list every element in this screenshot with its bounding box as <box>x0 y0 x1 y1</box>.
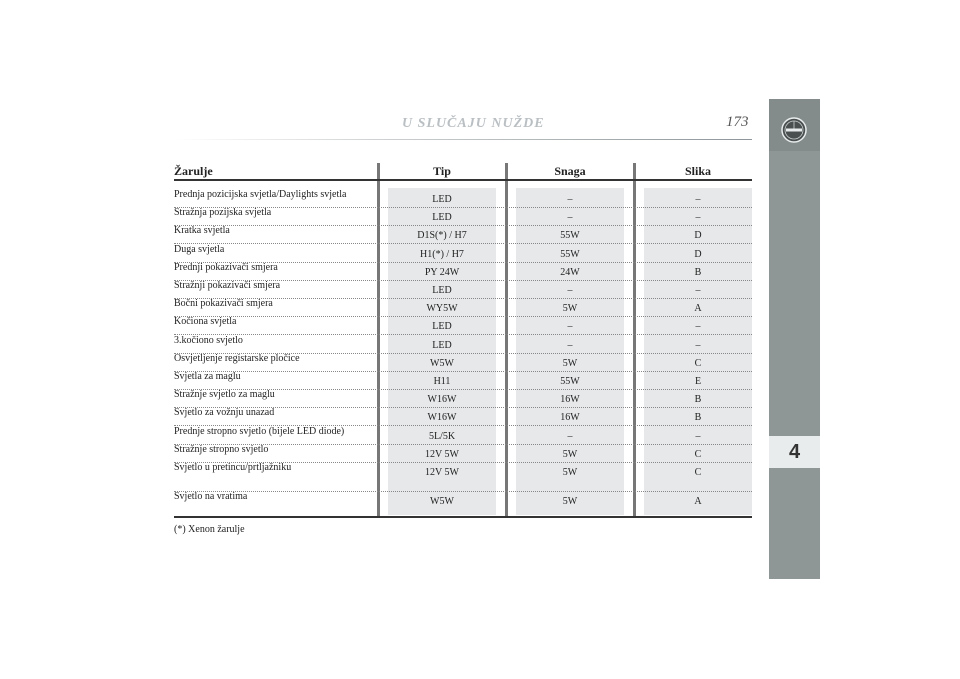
bulb-name: Kočiona svjetla <box>174 316 237 328</box>
header-rule <box>174 139 752 140</box>
bulb-power: 5W <box>562 448 578 460</box>
bulb-power: 5W <box>562 467 578 478</box>
column-separator <box>377 163 380 517</box>
bulb-type: D1S(*) / H7 <box>417 230 467 242</box>
bulb-type: W16W <box>427 394 457 406</box>
bulb-type: LED <box>432 339 452 351</box>
bulb-name: Prednji pokazivači smjera <box>174 261 278 273</box>
bulb-name: Kratka svjetla <box>174 225 230 237</box>
bulb-type: W5W <box>430 496 454 508</box>
bulb-name: Stražnje stropno svjetlo <box>174 443 269 455</box>
bulb-image-ref: – <box>695 212 701 224</box>
bulb-image-ref: – <box>695 194 701 205</box>
bulb-type: WY5W <box>426 303 458 315</box>
table-bottom-rule <box>174 516 752 518</box>
bulb-power: – <box>567 194 573 205</box>
bulb-image-ref: B <box>694 266 702 278</box>
bulb-power: 55W <box>560 230 580 242</box>
bulb-power: – <box>567 212 573 224</box>
column-header-type: Tip <box>433 164 451 178</box>
bulb-type: LED <box>432 212 452 224</box>
bulb-power: 5W <box>562 357 578 369</box>
bulb-type: H1(*) / H7 <box>420 248 464 260</box>
bulb-power: 16W <box>560 412 580 424</box>
logo-box <box>769 99 820 151</box>
bulb-name: Svjetlo u pretincu/prtljažniku <box>174 462 292 473</box>
bulb-name: Svjetla za maglu <box>174 371 241 382</box>
bulb-type: W5W <box>430 357 454 369</box>
page-header-title: U SLUČAJU NUŽDE <box>402 116 545 131</box>
bulb-image-ref: D <box>694 230 702 242</box>
bulb-type: 5L/5K <box>428 430 456 442</box>
chapter-number: 4 <box>769 436 820 468</box>
bulb-power: 55W <box>560 376 580 387</box>
bulb-name: Stražnja pozijska svjetla <box>174 207 272 219</box>
bulb-name: Duga svjetla <box>174 243 225 255</box>
bulb-power: 55W <box>560 248 580 260</box>
bulb-image-ref: A <box>694 496 702 508</box>
column-separator <box>505 163 508 517</box>
bulb-power: – <box>567 430 573 442</box>
bulb-name: Stražnje svjetlo za maglu <box>174 389 275 401</box>
footnote: (*) Xenon žarulje <box>174 524 245 535</box>
column-separator <box>633 163 636 517</box>
bulb-power: 24W <box>560 266 580 278</box>
bulb-power: 5W <box>562 496 578 508</box>
bulb-image-ref: C <box>694 467 702 478</box>
bulb-name: Prednja pozicijska svjetla/Daylights svjetla <box>174 189 347 200</box>
bulb-name: Bočni pokazivači smjera <box>174 298 273 310</box>
bulb-image-ref: C <box>694 448 702 460</box>
chapter-side-tab <box>769 99 820 579</box>
column-header-power: Snaga <box>554 164 586 178</box>
column-header-image: Slika <box>684 164 711 178</box>
header-underline <box>174 179 752 181</box>
bulb-image-ref: E <box>694 376 702 387</box>
bulb-image-ref: – <box>695 285 701 296</box>
bulb-name: 3.kočiono svjetlo <box>174 334 243 346</box>
bulb-type: W16W <box>427 412 457 424</box>
bulb-type: PY 24W <box>424 266 460 278</box>
bulb-image-ref: A <box>694 303 702 315</box>
bulb-type: LED <box>432 194 452 205</box>
bulb-power: – <box>567 285 573 296</box>
lancia-logo-icon <box>781 117 807 143</box>
bulb-name: Svjetlo za vožnju unazad <box>174 407 275 419</box>
bulb-power: – <box>567 321 573 333</box>
bulb-image-ref: C <box>694 357 702 369</box>
bulb-power: 5W <box>562 303 578 315</box>
bulb-image-ref: D <box>694 248 702 260</box>
bulb-name: Osvjetljenje registarske pločice <box>174 352 300 364</box>
bulb-image-ref: – <box>695 339 701 351</box>
bulb-table <box>174 160 752 520</box>
bulb-type: LED <box>432 321 452 333</box>
bulb-type: 12V 5W <box>425 467 459 478</box>
bulb-name: Svjetlo na vratima <box>174 491 248 503</box>
bulb-image-ref: B <box>694 394 702 406</box>
bulb-power: 16W <box>560 394 580 406</box>
column-header-bulbs: Žarulje <box>174 164 213 178</box>
bulb-type: H11 <box>433 376 451 387</box>
bulb-image-ref: – <box>695 430 701 442</box>
page-number: 173 <box>726 114 749 130</box>
bulb-image-ref: – <box>695 321 701 333</box>
bulb-type: LED <box>432 285 452 296</box>
bulb-name: Stražnji pokazivači smjera <box>174 280 281 291</box>
bulb-power: – <box>567 339 573 351</box>
bulb-name: Prednje stropno svjetlo (bijele LED diode) <box>174 425 345 437</box>
bulb-type: 12V 5W <box>425 448 459 460</box>
bulb-image-ref: B <box>694 412 702 424</box>
